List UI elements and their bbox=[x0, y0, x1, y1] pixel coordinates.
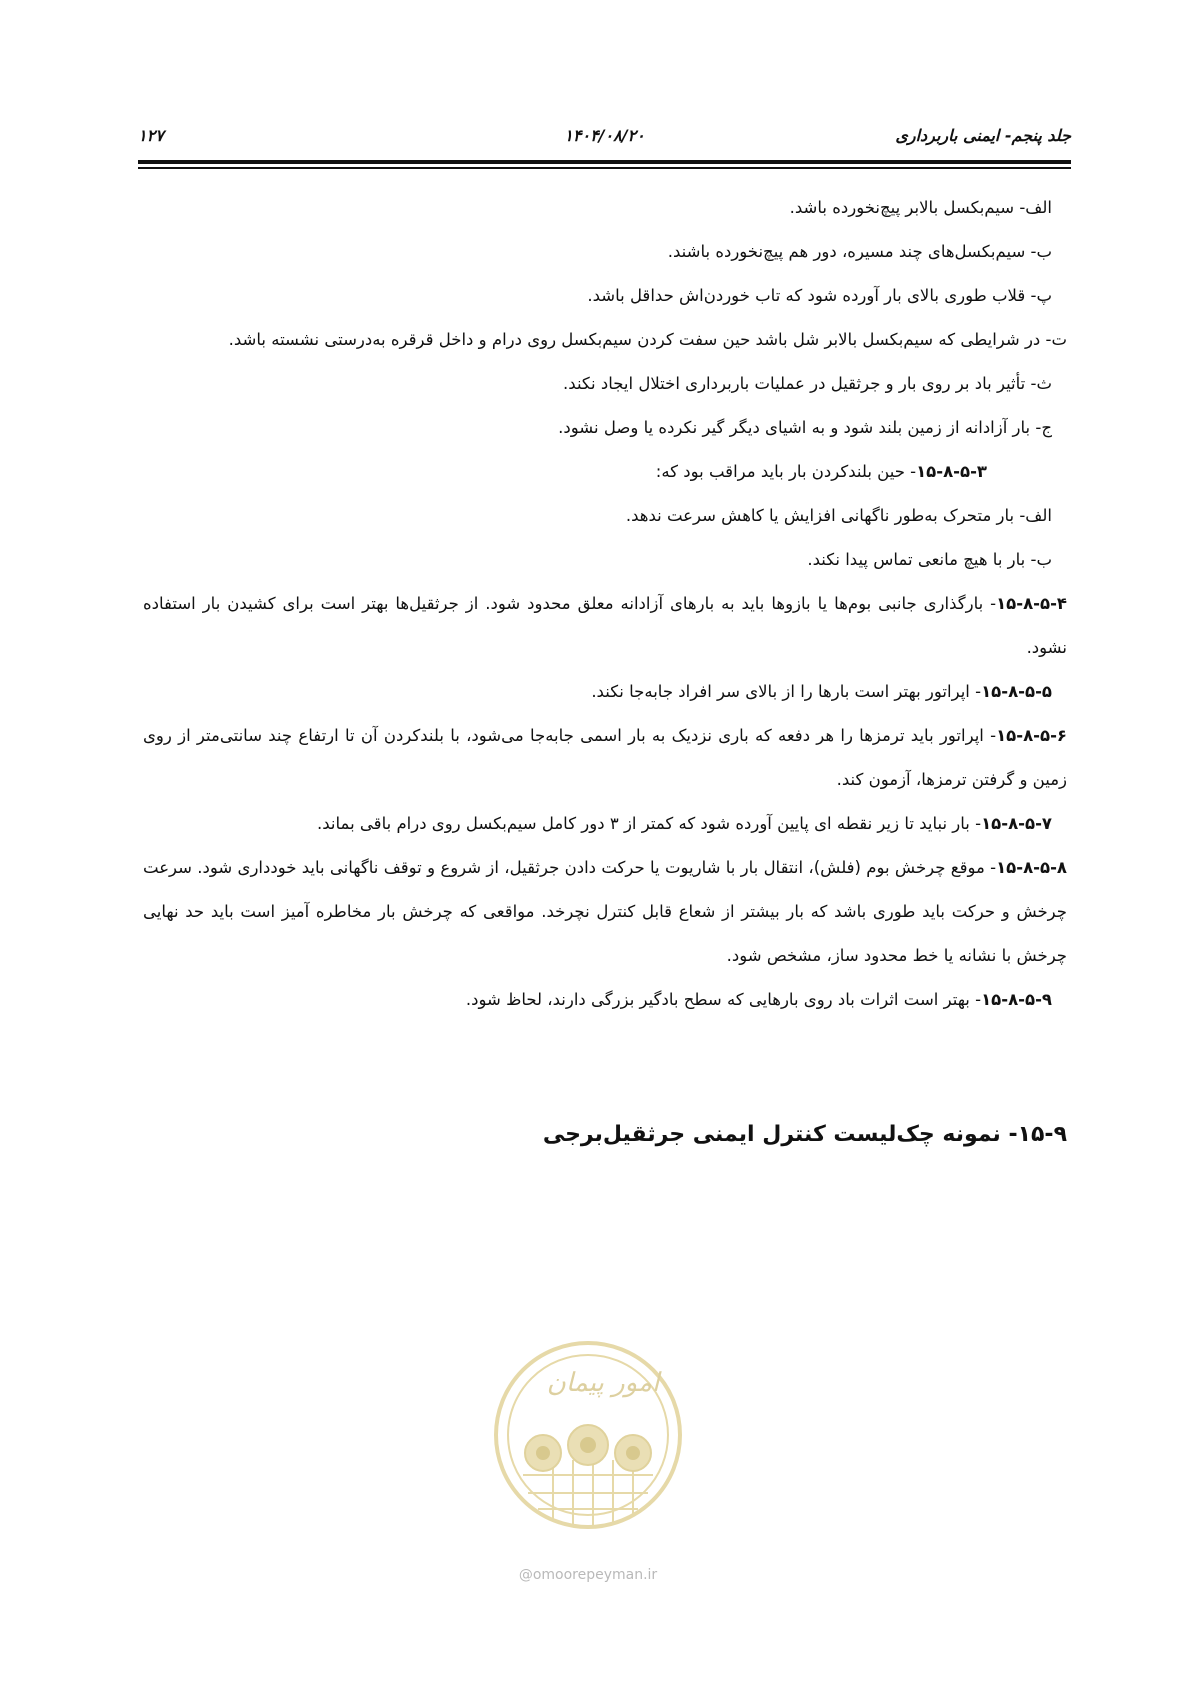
paragraph bbox=[143, 318, 1067, 362]
clause-number: ۱۵-۸-۵-۹ bbox=[981, 990, 1052, 1009]
paragraph-text: پ- قلاب طوری بالای بار آورده شود که تاب خوردن‌اش حداقل باشد. bbox=[587, 286, 1052, 305]
paragraph-text: ج- بار آزادانه از زمین بلند شود و به اشیای دیگر گیر نکرده یا وصل نشود. bbox=[558, 418, 1052, 437]
watermark-logo-text: امور پیمان bbox=[546, 1368, 660, 1398]
header-date: ۱۴۰۴/۰۸/۲۰ bbox=[564, 126, 645, 145]
paragraph-text: - بار نباید تا زیر نقطه ای پایین آورده شود که کمتر از ۳ دور کامل سیم‌بکسل روی درام باقی بماند. bbox=[317, 814, 982, 833]
paragraph bbox=[143, 362, 1067, 406]
clause-number: ۱۵-۸-۵-۷ bbox=[981, 814, 1052, 833]
paragraph-text: - موقع چرخش بوم (فلش)، انتقال بار با شاریوت یا حرکت دادن جرثقیل، از شروع و توقف ناگهانی باید خودداری شود. سرعت چرخش و حرکت باید طوری باشد که بار بیشتر از شعاع قابل کنترل نچرخد. مواقعی که چرخش بار مخاطره آمیز است باید حد نهایی چرخش با نشانه یا خط محدود ساز، مشخص شود. bbox=[143, 858, 1067, 965]
paragraph bbox=[143, 186, 1067, 230]
paragraph-text: - حین بلندکردن بار باید مراقب بود که: bbox=[655, 462, 917, 481]
paragraph bbox=[143, 538, 1067, 582]
page-header bbox=[138, 126, 1071, 156]
paragraph-text: ث- تأثیر باد بر روی بار و جرثقیل در عملیات باربرداری اختلال ایجاد نکند. bbox=[563, 374, 1052, 393]
paragraph-text: الف- بار متحرک به‌طور ناگهانی افزایش یا کاهش سرعت ندهد. bbox=[625, 506, 1052, 525]
clause-number: ۱۵-۸-۵-۴ bbox=[996, 594, 1067, 613]
paragraph-text: - بهتر است اثرات باد روی بارهایی که سطح بادگیر بزرگی دارند، لحاظ شود. bbox=[465, 990, 982, 1009]
header-title: جلد پنجم- ایمنی باربرداری bbox=[895, 126, 1071, 145]
paragraph-text: الف- سیم‌بکسل بالابر پیچ‌نخورده باشد. bbox=[789, 198, 1052, 217]
page-number: ۱۲۷ bbox=[138, 126, 164, 145]
clause-number: ۱۵-۸-۵-۳ bbox=[916, 462, 987, 481]
paragraph bbox=[143, 450, 1067, 494]
clause-number: ۱۵-۸-۵-۵ bbox=[981, 682, 1052, 701]
paragraph-text: ت- در شرایطی که سیم‌بکسل بالابر شل باشد حین سفت کردن سیم‌بکسل روی درام و داخل قرقره به‌درستی نشسته باشد. bbox=[228, 330, 1067, 349]
clause-number: ۱۵-۸-۵-۸ bbox=[996, 858, 1067, 877]
paragraph bbox=[143, 714, 1067, 802]
paragraph bbox=[143, 978, 1067, 1022]
watermark-logo bbox=[483, 1325, 693, 1565]
paragraph-text: - اپراتور باید ترمزها را هر دفعه که باری نزدیک به بار اسمی جابه‌جا می‌شود، با بلندکردن آن تا ارتفاع چند سانتی‌متر از روی زمین و گرفتن ترمزها، آزمون کند. bbox=[143, 726, 1067, 789]
section-heading: ۱۵-۹- نمونه چک‌لیست کنترل ایمنی جرثقیل‌برجی bbox=[542, 1122, 1067, 1147]
paragraph bbox=[143, 846, 1067, 978]
clause-number: ۱۵-۸-۵-۶ bbox=[996, 726, 1067, 745]
paragraph-text: - اپراتور بهتر است بارها را از بالای سر افراد جابه‌جا نکند. bbox=[591, 682, 982, 701]
header-rule-thick bbox=[138, 160, 1071, 164]
document-body bbox=[143, 186, 1067, 1022]
watermark-url: @omoorepeyman.ir bbox=[518, 1567, 658, 1583]
paragraph bbox=[143, 802, 1067, 846]
paragraph-text: ب- سیم‌بکسل‌های چند مسیره، دور هم پیچ‌نخورده باشند. bbox=[667, 242, 1052, 261]
paragraph bbox=[143, 670, 1067, 714]
paragraph bbox=[143, 406, 1067, 450]
paragraph bbox=[143, 582, 1067, 670]
paragraph bbox=[143, 274, 1067, 318]
paragraph bbox=[143, 230, 1067, 274]
paragraph bbox=[143, 494, 1067, 538]
paragraph-text: ب- بار با هیچ مانعی تماس پیدا نکند. bbox=[807, 550, 1052, 569]
header-rule-thin bbox=[138, 167, 1071, 169]
paragraph-text: - بارگذاری جانبی بوم‌ها یا بازوها باید به بارهای آزادانه معلق محدود شود. از جرثقیل‌ها بهتر است برای کشیدن بار استفاده نشود. bbox=[143, 594, 1067, 657]
